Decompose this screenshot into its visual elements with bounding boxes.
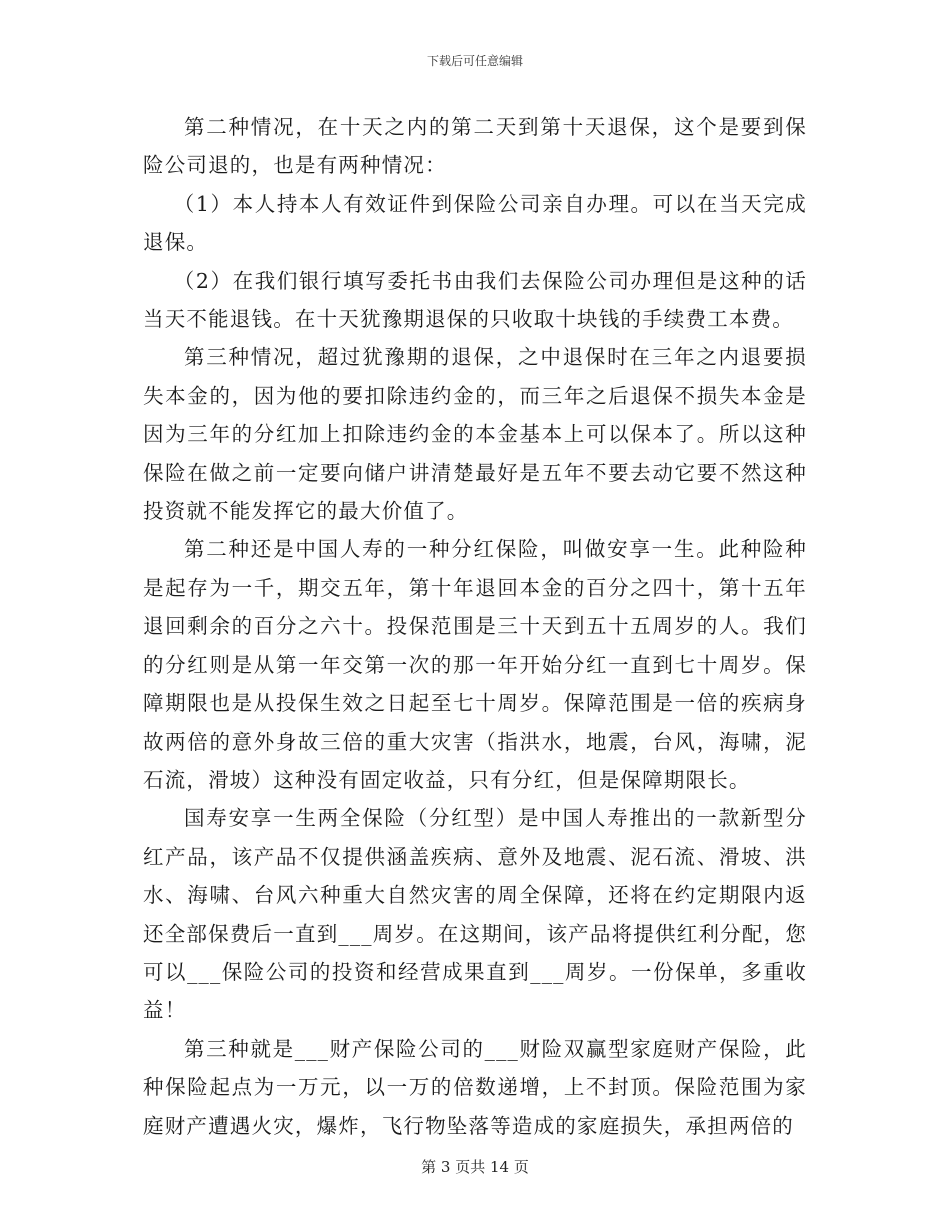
paragraph-option-one: （1）本人持本人有效证件到保险公司亲自办理。可以在当天完成退保。 bbox=[143, 191, 807, 255]
paragraph-anxiang-yisheng: 第二种还是中国人寿的一种分红保险，叫做安享一生。此种险种是起存为一千，期交五年，第十年退回本金的百分之四十，第十五年退回剩余的百分之六十。投保范围是三十天到五十五周岁的人。我们的分红则是从第一年交第一次的那一年开始分红一直到七十周岁。保障期限也是从投保生效之日起至七十周岁。保障范围是一倍的疾病身故两倍的意外身故三倍的重大灾害（指洪水，地震，台风，海啸，泥石流，滑坡）这种没有固定收益，只有分红，但是保障期限长。 bbox=[143, 537, 807, 792]
paragraph-property-insurance: 第三种就是___财产保险公司的___财险双赢型家庭财产保险，此种保险起点为一万元，以一万的倍数递增，上不封顶。保险范围为家庭财产遭遇火灾，爆炸，飞行物坠落等造成的家庭损失，承担两倍的 bbox=[143, 1036, 807, 1138]
paragraph-option-two: （2）在我们银行填写委托书由我们去保险公司办理但是这种的话当天不能退钱。在十天犹豫期退保的只收取十块钱的手续费工本费。 bbox=[143, 268, 807, 332]
paragraph-case-two: 第二种情况，在十天之内的第二天到第十天退保，这个是要到保险公司退的，也是有两种情况： bbox=[143, 115, 807, 178]
page-header: 下载后可任意编辑 bbox=[426, 54, 523, 68]
page-number-footer: 第 3 页共 14 页 bbox=[421, 1158, 529, 1176]
document-body bbox=[143, 108, 807, 1145]
paragraph-guoshou-product: 国寿安享一生两全保险（分红型）是中国人寿推出的一款新型分红产品，该产品不仅提供涵盖疾病、意外及地震、泥石流、滑坡、洪水、海啸、台风六种重大自然灾害的周全保障，还将在约定期限内返还全部保费后一直到___周岁。在这期间，该产品将提供红利分配，您可以___保险公司的投资和经营成果直到___周岁。一份保单，多重收益！ bbox=[143, 806, 807, 1023]
paragraph-case-three: 第三种情况，超过犹豫期的退保，之中退保时在三年之内退要损失本金的，因为他的要扣除违约金的，而三年之后退保不损失本金是因为三年的分红加上扣除违约金的本金基本上可以保本了。所以这种保险在做之前一定要向储户讲清楚最好是五年不要去动它要不然这种投资就不能发挥它的最大价值了。 bbox=[143, 345, 807, 524]
